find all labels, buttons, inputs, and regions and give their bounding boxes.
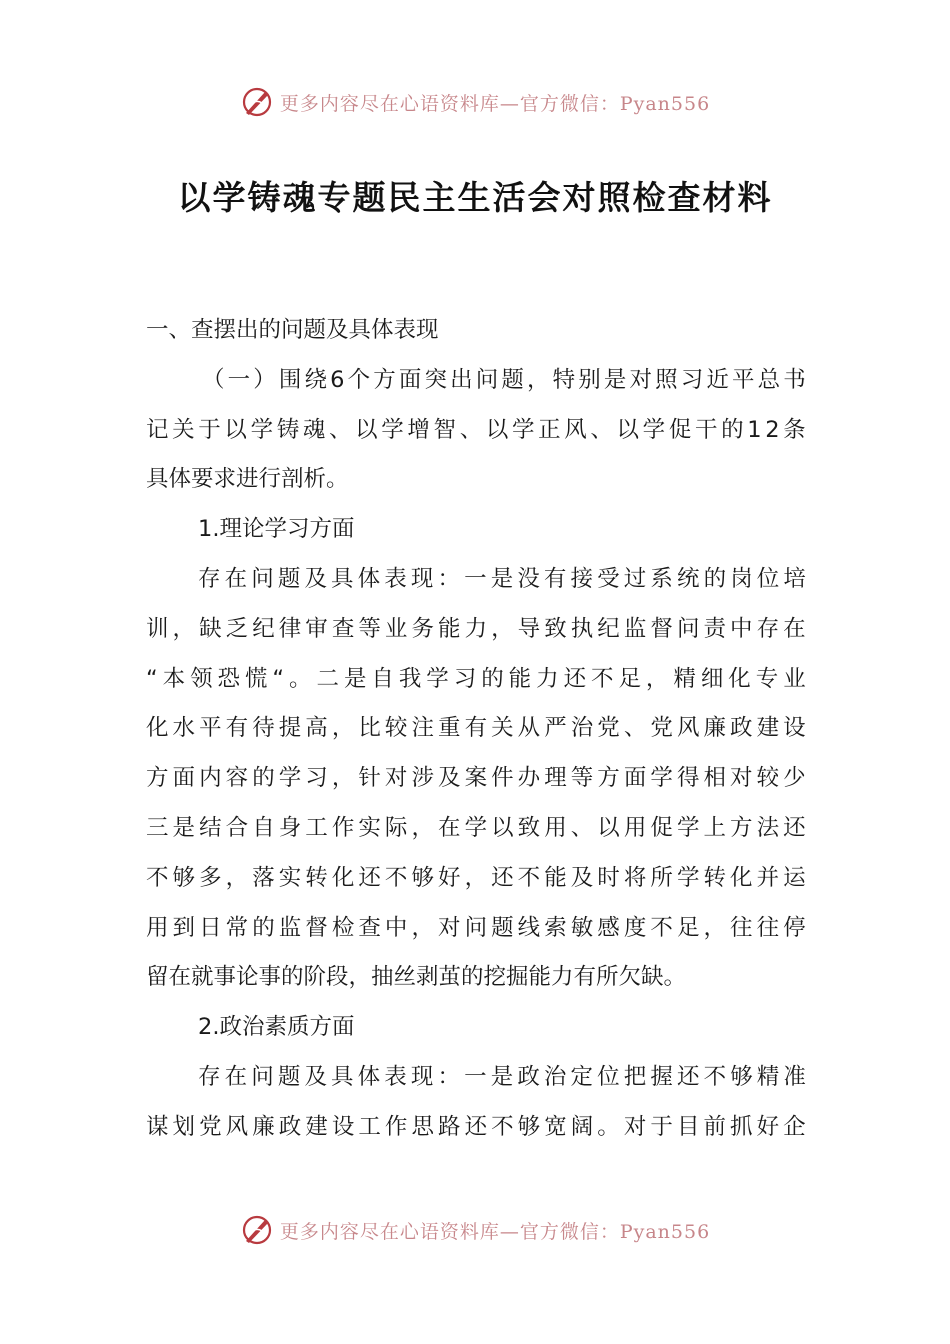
paragraph-line: （ 一 ） 围 绕 6 个 方 面 突 出 问 题 ， 特 别 是 对 照 习 近 平 总 书 xyxy=(202,366,806,393)
paragraph-line: 存 在 问 题 及 具 体 表 现 ： 一 是 政 治 定 位 把 握 还 不 够 精 准 xyxy=(198,1063,806,1090)
paragraph-line: 记 关 于 以 学 铸 魂 、 以 学 增 智 、 以 学 正 风 、 以 学 促 干 的 1 2 条 xyxy=(146,416,806,443)
subsection-heading: 1.理论学习方面 xyxy=(198,516,355,543)
quill-logo-icon xyxy=(240,1213,274,1247)
paragraph-line: 化 水 平 有 待 提 高 ， 比 较 注 重 有 关 从 严 治 党 、 党 风 廉 政 建 设 xyxy=(146,715,806,742)
watermark-text: 更多内容尽在心语资料库—官方微信：Pyan556 xyxy=(279,1220,711,1243)
quill-logo-icon xyxy=(240,85,274,119)
document-body xyxy=(146,306,806,1153)
paragraph-line: 留在就事论事的阶段，抽丝剥茧的挖掘能力有所欠缺。 xyxy=(146,964,687,991)
watermark-text: 更多内容尽在心语资料库—官方微信：Pyan556 xyxy=(279,92,711,115)
paragraph-line: 三 是 结 合 自 身 工 作 实 际 ， 在 学 以 致 用 、 以 用 促 学 上 方 法 还 xyxy=(146,814,806,841)
paragraph-line: 具体要求进行剖析。 xyxy=(146,466,349,493)
paragraph-line: 存 在 问 题 及 具 体 表 现 ： 一 是 没 有 接 受 过 系 统 的 岗 位 培 xyxy=(198,565,806,592)
footer-watermark xyxy=(0,1210,950,1250)
paragraph-line: 训 ， 缺 乏 纪 律 审 查 等 业 务 能 力 ， 导 致 执 纪 监 督 问 责 中 存 在 xyxy=(146,615,806,642)
paragraph-line: “ 本 领 恐 慌 “ 。 二 是 自 我 学 习 的 能 力 还 不 足 ， 精 细 化 专 业 xyxy=(146,665,806,692)
section-heading: 一、查摆出的问题及具体表现 xyxy=(146,317,439,343)
paragraph-line: 方 面 内 容 的 学 习 ， 针 对 涉 及 案 件 办 理 等 方 面 学 得 相 对 较 少 xyxy=(146,765,806,792)
paragraph-line: 不 够 多 ， 落 实 转 化 还 不 够 好 ， 还 不 能 及 时 将 所 学 转 化 并 运 xyxy=(146,864,806,891)
paragraph-line: 用 到 日 常 的 监 督 检 查 中 ， 对 问 题 线 索 敏 感 度 不 足 ， 往 往 停 xyxy=(146,914,806,941)
header-watermark xyxy=(0,82,950,122)
paragraph-line: 谋 划 党 风 廉 政 建 设 工 作 思 路 还 不 够 宽 阔 。 对 于 目 前 抓 好 企 xyxy=(146,1113,806,1140)
subsection-heading: 2.政治素质方面 xyxy=(198,1014,355,1041)
document-title: 以学铸魂专题民主生活会对照检查材料 xyxy=(177,178,773,217)
